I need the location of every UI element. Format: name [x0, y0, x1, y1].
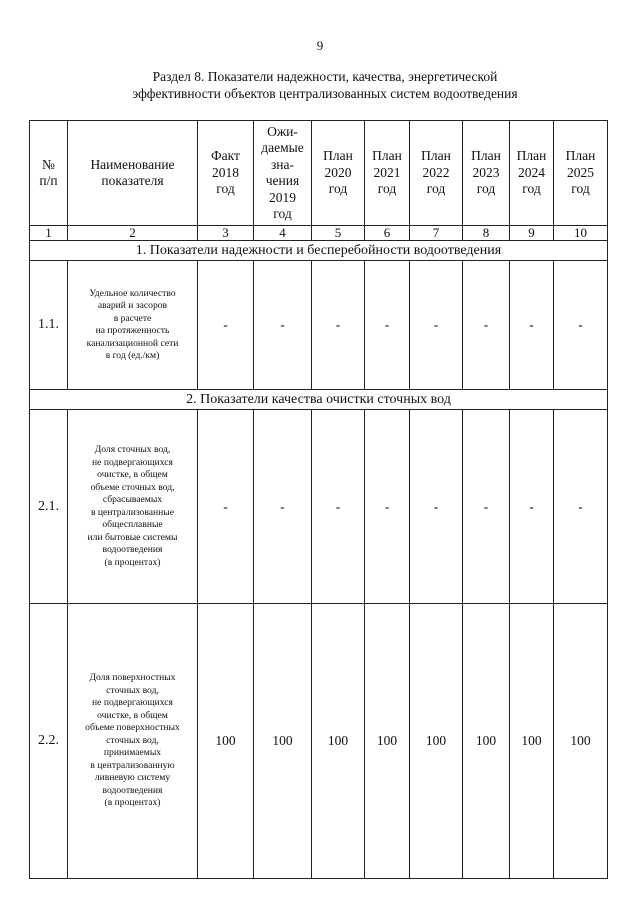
- column-header-line: План: [565, 148, 596, 164]
- section-2-header-row: [30, 390, 608, 410]
- column-header-line: 2022: [422, 164, 450, 180]
- indicator-value: -: [510, 410, 554, 604]
- column-header-line: показателя: [101, 173, 164, 188]
- indicator-description-line: сточных вод,: [106, 684, 159, 696]
- indicator-description-line: не подвергающихся: [92, 697, 173, 709]
- column-header-line: 2018: [212, 164, 239, 180]
- column-header: [410, 121, 463, 226]
- page-number: 9: [316, 38, 324, 53]
- column-header: [554, 121, 608, 226]
- indicator-description-line: в год (ед./км): [105, 350, 160, 361]
- column-header-line: 2024: [518, 164, 545, 180]
- indicator-value: -: [463, 261, 510, 390]
- column-header-line: зна-: [270, 156, 295, 172]
- indicator-description-line: Удельное количество: [89, 287, 176, 299]
- indicator-value: -: [198, 261, 254, 390]
- section-title-line: Раздел 8. Показатели надежности, качества, энергетической: [152, 69, 498, 84]
- column-header-line: 2021: [373, 164, 401, 180]
- indicator-value: -: [510, 261, 554, 390]
- column-number: 4: [254, 226, 312, 241]
- column-number: 1: [30, 226, 68, 241]
- indicator-description-line: очистке, в общем: [97, 709, 168, 721]
- indicator-value: -: [410, 261, 463, 390]
- indicator-description-line: аварий и засоров: [97, 300, 168, 311]
- column-header-line: Наименование: [90, 156, 175, 172]
- indicator-description: [68, 410, 198, 604]
- row-number: 1.1.: [30, 261, 68, 390]
- indicator-description-line: не подвергающихся: [92, 456, 173, 468]
- column-number: 8: [463, 226, 510, 241]
- indicator-value: 100: [365, 604, 410, 879]
- table-row: [30, 604, 608, 879]
- indicator-description-line: сточных вод,: [106, 734, 159, 746]
- indicator-value: -: [410, 410, 463, 604]
- indicator-description-line: Доля сточных вод,: [94, 444, 171, 455]
- indicator-value: 100: [254, 604, 312, 879]
- indicator-description-line: в централизованную: [90, 759, 175, 771]
- column-header-line: год: [522, 181, 541, 197]
- indicator-description-line: объеме сточных вод,: [90, 481, 175, 493]
- indicator-value: -: [198, 410, 254, 604]
- indicator-value: -: [254, 261, 312, 390]
- indicator-description-line: ливневую систему: [94, 772, 171, 784]
- indicator-value: 100: [463, 604, 510, 879]
- indicator-description-line: канализационной сети: [86, 337, 179, 349]
- column-header-line: год: [377, 181, 397, 197]
- row-number: 2.2.: [30, 604, 68, 879]
- column-header-line: План: [471, 148, 501, 164]
- indicator-description-line: объеме поверхностных: [85, 722, 180, 734]
- column-header-line: 2025: [567, 164, 594, 180]
- indicator-description-line: водоотведения: [102, 544, 163, 555]
- indicator-description-line: водоотведения: [102, 784, 163, 796]
- indicator-description-line: в расчете: [113, 312, 152, 324]
- column-header-line: План: [421, 148, 451, 164]
- column-header-line: План: [372, 148, 402, 164]
- column-header-line: 2020: [324, 164, 352, 180]
- indicator-description-line: (в процентах): [104, 797, 161, 809]
- column-header-line: п/п: [39, 173, 58, 188]
- column-header: [312, 121, 365, 226]
- indicator-value: -: [312, 261, 365, 390]
- column-header: [254, 121, 312, 226]
- section-title: [60, 68, 590, 102]
- column-header-line: 2019: [269, 189, 296, 205]
- indicator-description-line: очистке, в общем: [97, 469, 168, 480]
- column-header-line: Факт: [211, 148, 240, 164]
- column-header: [68, 121, 198, 226]
- column-number: 7: [410, 226, 463, 241]
- section-1-title: 1. Показатели надежности и бесперебойности водоотведения: [30, 241, 608, 261]
- indicator-value: 100: [510, 604, 554, 879]
- indicator-value: -: [365, 410, 410, 604]
- indicator-description-line: (в процентах): [104, 556, 161, 568]
- column-number: 2: [68, 226, 198, 241]
- column-header-line: год: [571, 181, 590, 197]
- column-header: [365, 121, 410, 226]
- indicator-description-line: сбрасываемых: [102, 494, 163, 505]
- column-header-line: 2023: [472, 164, 500, 180]
- column-header-line: даемые: [261, 140, 304, 155]
- table-row: [30, 261, 608, 390]
- indicator-value: -: [554, 410, 608, 604]
- indicator-value: -: [365, 261, 410, 390]
- indicator-value: -: [254, 410, 312, 604]
- section-2-title: 2. Показатели качества очистки сточных вод: [30, 390, 608, 410]
- indicator-description-line: или бытовые системы: [87, 531, 178, 543]
- indicator-description: [68, 604, 198, 879]
- column-header: [30, 121, 68, 226]
- indicator-description-line: общесплавные: [102, 519, 163, 530]
- column-header-line: год: [476, 181, 496, 197]
- indicator-description-line: на протяженность: [95, 325, 170, 336]
- indicator-value: 100: [198, 604, 254, 879]
- column-header-line: Ожи-: [267, 123, 298, 139]
- indicator-value: -: [312, 410, 365, 604]
- column-header: [198, 121, 254, 226]
- indicator-value: 100: [410, 604, 463, 879]
- indicator-description: [68, 261, 198, 390]
- column-header-line: год: [426, 181, 446, 197]
- column-header-line: №: [42, 156, 55, 172]
- table-row: [30, 410, 608, 604]
- indicator-description-line: Доля поверхностных: [89, 672, 176, 684]
- column-number-row: [30, 226, 608, 241]
- indicators-table: [29, 120, 608, 879]
- column-header-line: План: [323, 148, 353, 164]
- column-header-line: год: [216, 181, 235, 197]
- header-row: [30, 121, 608, 226]
- indicator-value: -: [554, 261, 608, 390]
- section-1-header-row: [30, 241, 608, 261]
- column-header: [510, 121, 554, 226]
- column-number: 5: [312, 226, 365, 241]
- column-number: 9: [510, 226, 554, 241]
- column-number: 10: [554, 226, 608, 241]
- indicator-description-line: принимаемых: [103, 747, 162, 759]
- row-number: 2.1.: [30, 410, 68, 604]
- column-header-line: год: [273, 206, 292, 221]
- indicator-value: 100: [554, 604, 608, 879]
- section-title-line: эффективности объектов централизованных систем водоотведения: [132, 86, 518, 101]
- column-header: [463, 121, 510, 226]
- column-number: 6: [365, 226, 410, 241]
- column-header-line: чения: [265, 173, 300, 188]
- column-header-line: год: [328, 181, 348, 197]
- indicator-description-line: в централизованные: [91, 506, 174, 518]
- column-number: 3: [198, 226, 254, 241]
- indicator-value: 100: [312, 604, 365, 879]
- indicator-value: -: [463, 410, 510, 604]
- column-header-line: План: [516, 148, 547, 164]
